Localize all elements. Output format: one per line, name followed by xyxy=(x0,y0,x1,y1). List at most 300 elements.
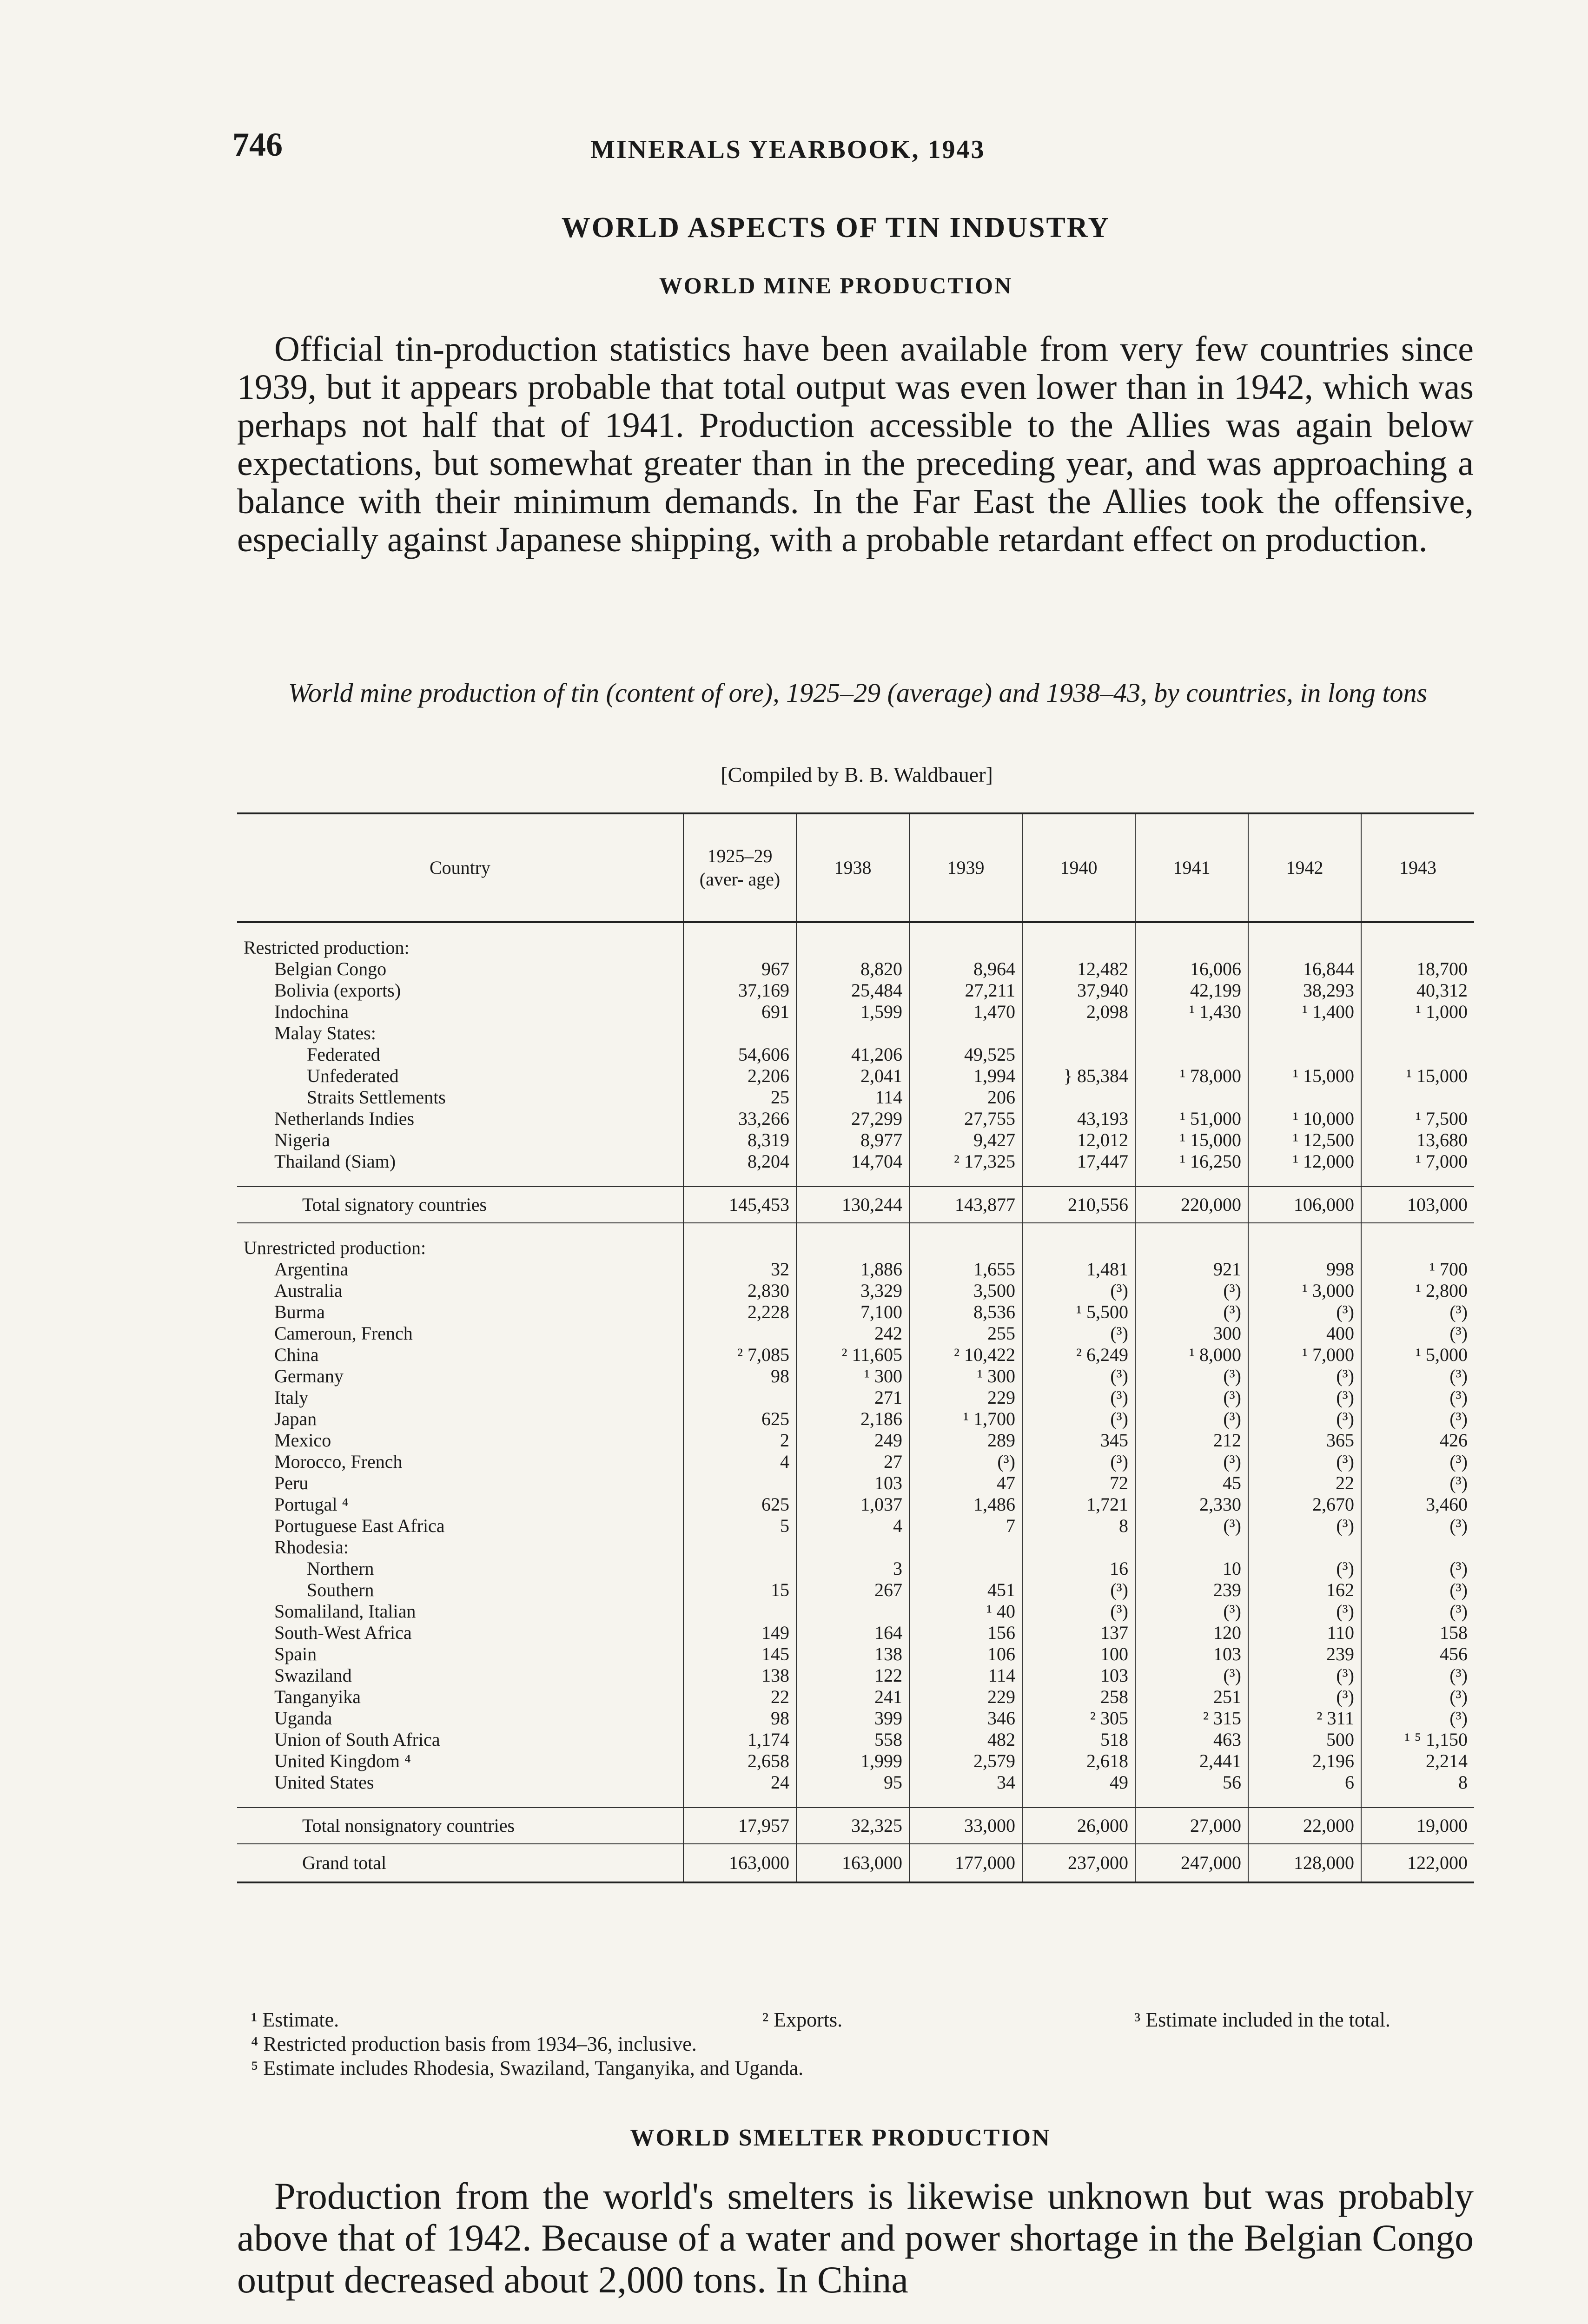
col-header-1940: 1940 xyxy=(1022,813,1135,922)
country-cell: Italy xyxy=(274,1387,309,1408)
table-row xyxy=(237,1644,1474,1665)
value-cell: 239 xyxy=(1248,1644,1361,1665)
value-cell: 103 xyxy=(796,1472,909,1494)
value-cell: 130,244 xyxy=(796,1187,909,1223)
value-cell xyxy=(683,1601,796,1622)
value-cell: (³) xyxy=(1248,1558,1361,1579)
section2-paragraph: Production from the world's smelters is likewise unknown but was probably above that of 1942. Because of a water and power shortage in the Belgian Congo output decreased about 2,000 tons. In China xyxy=(237,2175,1474,2301)
value-cell: ¹ 16,250 xyxy=(1135,1151,1248,1172)
value-cell: (³) xyxy=(1022,1408,1135,1430)
value-cell: (³) xyxy=(1022,1579,1135,1601)
footnotes xyxy=(251,2008,1460,2080)
country-cell: Germany xyxy=(274,1366,344,1386)
table-row xyxy=(237,1323,1474,1344)
country-cell: United States xyxy=(274,1772,374,1793)
value-cell: 229 xyxy=(909,1686,1022,1708)
country-cell: Australia xyxy=(274,1280,343,1301)
country-cell: Peru xyxy=(274,1472,309,1493)
value-cell: 289 xyxy=(909,1430,1022,1451)
value-cell: 1,886 xyxy=(796,1259,909,1280)
table-row xyxy=(237,1044,1474,1065)
value-cell xyxy=(683,1237,796,1259)
value-cell: 1,174 xyxy=(683,1729,796,1750)
footnote-3: ³ Estimate included in the total. xyxy=(1134,2008,1390,2031)
value-cell: 625 xyxy=(683,1494,796,1515)
value-cell: 100 xyxy=(1022,1644,1135,1665)
country-cell: Restricted production: xyxy=(244,937,410,958)
value-cell: (³) xyxy=(1248,1387,1361,1408)
value-cell: ¹ 15,000 xyxy=(1135,1129,1248,1151)
value-cell: 25 xyxy=(683,1087,796,1108)
value-cell xyxy=(1361,1044,1474,1065)
value-cell: 98 xyxy=(683,1708,796,1729)
country-cell: Grand total xyxy=(237,1844,683,1882)
col-header-country: Country xyxy=(237,813,683,922)
value-cell: 145 xyxy=(683,1644,796,1665)
country-cell: Southern xyxy=(307,1579,374,1600)
value-cell: ¹ 78,000 xyxy=(1135,1065,1248,1087)
value-cell: 95 xyxy=(796,1772,909,1793)
value-cell xyxy=(796,1237,909,1259)
value-cell: 271 xyxy=(796,1387,909,1408)
table-row xyxy=(237,1280,1474,1301)
value-cell: (³) xyxy=(1022,1280,1135,1301)
country-cell: China xyxy=(274,1344,319,1365)
value-cell: 177,000 xyxy=(909,1844,1022,1882)
value-cell: 98 xyxy=(683,1366,796,1387)
table-row xyxy=(237,980,1474,1001)
value-cell: 1,721 xyxy=(1022,1494,1135,1515)
value-cell: ² 7,085 xyxy=(683,1344,796,1366)
value-cell: ² 11,605 xyxy=(796,1344,909,1366)
value-cell: 2,196 xyxy=(1248,1750,1361,1772)
value-cell: 8,977 xyxy=(796,1129,909,1151)
group-header-row xyxy=(237,937,1474,958)
country-cell: Federated xyxy=(307,1044,380,1065)
value-cell: 998 xyxy=(1248,1259,1361,1280)
value-cell: 43,193 xyxy=(1022,1108,1135,1129)
value-cell: 399 xyxy=(796,1708,909,1729)
table-row xyxy=(237,1665,1474,1686)
value-cell xyxy=(1135,1087,1248,1108)
value-cell: 251 xyxy=(1135,1686,1248,1708)
value-cell: ¹ 7,000 xyxy=(1248,1344,1361,1366)
table-row xyxy=(237,1408,1474,1430)
value-cell: 463 xyxy=(1135,1729,1248,1750)
value-cell: ² 10,422 xyxy=(909,1344,1022,1366)
value-cell: 37,169 xyxy=(683,980,796,1001)
country-cell: Nigeria xyxy=(274,1129,330,1150)
value-cell: 1,655 xyxy=(909,1259,1022,1280)
col-header-1942: 1942 xyxy=(1248,813,1361,922)
value-cell: 220,000 xyxy=(1135,1187,1248,1223)
country-cell: Swaziland xyxy=(274,1665,352,1686)
value-cell: ¹ 12,500 xyxy=(1248,1129,1361,1151)
value-cell: 110 xyxy=(1248,1622,1361,1644)
value-cell: (³) xyxy=(1361,1366,1474,1387)
value-cell: 164 xyxy=(796,1622,909,1644)
value-cell: ¹ 1,430 xyxy=(1135,1001,1248,1023)
value-cell: 3,329 xyxy=(796,1280,909,1301)
value-cell: 558 xyxy=(796,1729,909,1750)
country-cell: Unrestricted production: xyxy=(244,1237,426,1258)
value-cell: 149 xyxy=(683,1622,796,1644)
value-cell: 72 xyxy=(1022,1472,1135,1494)
value-cell: 2,206 xyxy=(683,1065,796,1087)
value-cell: 5 xyxy=(683,1515,796,1537)
value-cell: (³) xyxy=(1361,1387,1474,1408)
table-row xyxy=(237,1108,1474,1129)
value-cell xyxy=(1361,1237,1474,1259)
value-cell xyxy=(796,1537,909,1558)
value-cell: ¹ 2,800 xyxy=(1361,1280,1474,1301)
value-cell: 8,536 xyxy=(909,1301,1022,1323)
value-cell: (³) xyxy=(1248,1665,1361,1686)
value-cell xyxy=(1361,1023,1474,1044)
value-cell: 47 xyxy=(909,1472,1022,1494)
value-cell: 128,000 xyxy=(1248,1844,1361,1882)
value-cell: 2,041 xyxy=(796,1065,909,1087)
value-cell: 49,525 xyxy=(909,1044,1022,1065)
section-title: WORLD ASPECTS OF TIN INDUSTRY xyxy=(561,212,1111,244)
value-cell: 114 xyxy=(909,1665,1022,1686)
value-cell xyxy=(909,1537,1022,1558)
value-cell xyxy=(1135,1537,1248,1558)
group-header-row xyxy=(237,1237,1474,1259)
value-cell: 10 xyxy=(1135,1558,1248,1579)
value-cell: 37,940 xyxy=(1022,980,1135,1001)
section-subtitle: WORLD MINE PRODUCTION xyxy=(659,272,1013,298)
value-cell: 158 xyxy=(1361,1622,1474,1644)
value-cell: 229 xyxy=(909,1387,1022,1408)
value-cell: (³) xyxy=(1022,1366,1135,1387)
value-cell: 1,470 xyxy=(909,1001,1022,1023)
value-cell xyxy=(1248,1044,1361,1065)
total-row xyxy=(237,1808,1474,1844)
spacer-row xyxy=(237,1172,1474,1187)
value-cell: (³) xyxy=(1361,1558,1474,1579)
value-cell: ¹ 15,000 xyxy=(1361,1065,1474,1087)
value-cell: 2,830 xyxy=(683,1280,796,1301)
value-cell: (³) xyxy=(1361,1686,1474,1708)
value-cell: ¹ 7,000 xyxy=(1361,1151,1474,1172)
value-cell: 2,186 xyxy=(796,1408,909,1430)
value-cell: 26,000 xyxy=(1022,1808,1135,1844)
value-cell: 3 xyxy=(796,1558,909,1579)
value-cell: 33,266 xyxy=(683,1108,796,1129)
table-row xyxy=(237,958,1474,980)
value-cell: ¹ 5,500 xyxy=(1022,1301,1135,1323)
table-row xyxy=(237,1558,1474,1579)
value-cell xyxy=(909,1237,1022,1259)
value-cell: 15 xyxy=(683,1579,796,1601)
value-cell: (³) xyxy=(1022,1451,1135,1472)
value-cell xyxy=(909,1558,1022,1579)
value-cell: 16,006 xyxy=(1135,958,1248,980)
country-cell: Tanganyika xyxy=(274,1686,361,1707)
value-cell: 56 xyxy=(1135,1772,1248,1793)
value-cell: 249 xyxy=(796,1430,909,1451)
value-cell: 3,460 xyxy=(1361,1494,1474,1515)
value-cell: 103,000 xyxy=(1361,1187,1474,1223)
value-cell xyxy=(683,1023,796,1044)
value-cell: 346 xyxy=(909,1708,1022,1729)
running-head: MINERALS YEARBOOK, 1943 xyxy=(590,135,986,164)
country-cell: Burma xyxy=(274,1301,325,1322)
value-cell: 482 xyxy=(909,1729,1022,1750)
value-cell: 45 xyxy=(1135,1472,1248,1494)
value-cell: (³) xyxy=(1135,1601,1248,1622)
value-cell: 210,556 xyxy=(1022,1187,1135,1223)
value-cell: ¹ 300 xyxy=(796,1366,909,1387)
value-cell: 1,037 xyxy=(796,1494,909,1515)
value-cell xyxy=(1248,937,1361,958)
value-cell: 24 xyxy=(683,1772,796,1793)
value-cell: ² 311 xyxy=(1248,1708,1361,1729)
value-cell: 163,000 xyxy=(683,1844,796,1882)
value-cell: 163,000 xyxy=(796,1844,909,1882)
value-cell: 106 xyxy=(909,1644,1022,1665)
table-row xyxy=(237,1344,1474,1366)
value-cell xyxy=(1022,1023,1135,1044)
value-cell: 242 xyxy=(796,1323,909,1344)
value-cell xyxy=(1022,1087,1135,1108)
value-cell xyxy=(796,1023,909,1044)
value-cell: 122,000 xyxy=(1361,1844,1474,1882)
value-cell: 625 xyxy=(683,1408,796,1430)
spacer-row xyxy=(237,922,1474,937)
value-cell: (³) xyxy=(1361,1408,1474,1430)
value-cell: 212 xyxy=(1135,1430,1248,1451)
value-cell: (³) xyxy=(1135,1387,1248,1408)
value-cell: ¹ 51,000 xyxy=(1135,1108,1248,1129)
country-cell: Portuguese East Africa xyxy=(274,1515,445,1536)
value-cell: 42,199 xyxy=(1135,980,1248,1001)
value-cell: 258 xyxy=(1022,1686,1135,1708)
value-cell: 41,206 xyxy=(796,1044,909,1065)
value-cell: 206 xyxy=(909,1087,1022,1108)
col-header-1943: 1943 xyxy=(1361,813,1474,922)
value-cell: 106,000 xyxy=(1248,1187,1361,1223)
value-cell: 239 xyxy=(1135,1579,1248,1601)
value-cell: 6 xyxy=(1248,1772,1361,1793)
value-cell xyxy=(909,937,1022,958)
value-cell: 2,228 xyxy=(683,1301,796,1323)
value-cell: 1,481 xyxy=(1022,1259,1135,1280)
country-cell: United Kingdom ⁴ xyxy=(274,1750,411,1771)
value-cell xyxy=(1022,937,1135,958)
value-cell: (³) xyxy=(1135,1301,1248,1323)
table-row xyxy=(237,1537,1474,1558)
table-row xyxy=(237,1087,1474,1108)
table-row xyxy=(237,1065,1474,1087)
value-cell: 156 xyxy=(909,1622,1022,1644)
value-cell: (³) xyxy=(1248,1301,1361,1323)
value-cell: 13,680 xyxy=(1361,1129,1474,1151)
value-cell: 247,000 xyxy=(1135,1844,1248,1882)
table-row xyxy=(237,1301,1474,1323)
country-cell: Straits Settlements xyxy=(307,1087,446,1108)
value-cell: (³) xyxy=(1248,1515,1361,1537)
table-row xyxy=(237,1708,1474,1729)
country-cell: Malay States: xyxy=(274,1023,376,1043)
value-cell: ¹ 700 xyxy=(1361,1259,1474,1280)
value-cell xyxy=(1361,937,1474,958)
value-cell: 162 xyxy=(1248,1579,1361,1601)
value-cell: (³) xyxy=(1248,1366,1361,1387)
tin-production-table xyxy=(237,812,1474,1883)
value-cell: (³) xyxy=(1361,1323,1474,1344)
value-cell: 120 xyxy=(1135,1622,1248,1644)
table-row xyxy=(237,1601,1474,1622)
value-cell xyxy=(683,1472,796,1494)
value-cell xyxy=(1248,1023,1361,1044)
value-cell: ¹ 40 xyxy=(909,1601,1022,1622)
value-cell xyxy=(1135,1237,1248,1259)
value-cell: 691 xyxy=(683,1001,796,1023)
value-cell: 32 xyxy=(683,1259,796,1280)
value-cell xyxy=(1361,1087,1474,1108)
table-row xyxy=(237,1387,1474,1408)
value-cell: 241 xyxy=(796,1686,909,1708)
value-cell: ¹ 5,000 xyxy=(1361,1344,1474,1366)
footnote-1: ¹ Estimate. xyxy=(251,2008,339,2031)
value-cell: 38,293 xyxy=(1248,980,1361,1001)
value-cell: (³) xyxy=(1248,1686,1361,1708)
value-cell: 2,579 xyxy=(909,1750,1022,1772)
value-cell: (³) xyxy=(1135,1408,1248,1430)
value-cell xyxy=(1022,1044,1135,1065)
country-cell: Portugal ⁴ xyxy=(274,1494,349,1515)
intro-paragraph: Official tin-production statistics have been available from very few countries since 1939, but it appears probable that total output was even lower than in 1942, which was perhaps not half that of 1941. Production accessible to the Allies was again below expectations, but somewhat greater than in the preceding year, and was approaching a balance with their minimum demands. In the Far East the Allies took the offensive, especially against Japanese shipping, with a probable retardant effect on production. xyxy=(237,330,1474,559)
value-cell: 365 xyxy=(1248,1430,1361,1451)
value-cell: 426 xyxy=(1361,1430,1474,1451)
table-row xyxy=(237,1750,1474,1772)
value-cell: ¹ 10,000 xyxy=(1248,1108,1361,1129)
value-cell: 40,312 xyxy=(1361,980,1474,1001)
country-cell: Belgian Congo xyxy=(274,958,387,979)
country-cell: Netherlands Indies xyxy=(274,1108,415,1129)
value-cell: ¹ 1,000 xyxy=(1361,1001,1474,1023)
value-cell: 12,012 xyxy=(1022,1129,1135,1151)
country-cell: Japan xyxy=(274,1408,317,1429)
value-cell xyxy=(1248,1237,1361,1259)
value-cell: (³) xyxy=(1361,1579,1474,1601)
value-cell: 103 xyxy=(1022,1665,1135,1686)
value-cell: (³) xyxy=(1022,1387,1135,1408)
value-cell: 19,000 xyxy=(1361,1808,1474,1844)
value-cell xyxy=(1248,1087,1361,1108)
value-cell: 18,700 xyxy=(1361,958,1474,980)
table-row xyxy=(237,1515,1474,1537)
country-cell: Spain xyxy=(274,1644,317,1664)
country-cell: Rhodesia: xyxy=(274,1537,349,1558)
value-cell: 27 xyxy=(796,1451,909,1472)
value-cell xyxy=(1022,1237,1135,1259)
value-cell: 1,599 xyxy=(796,1001,909,1023)
value-cell: 16,844 xyxy=(1248,958,1361,980)
section2-title: WORLD SMELTER PRODUCTION xyxy=(630,2125,1051,2151)
value-cell: 2 xyxy=(683,1430,796,1451)
value-cell xyxy=(683,1387,796,1408)
value-cell xyxy=(683,1323,796,1344)
country-cell: Indochina xyxy=(274,1001,349,1022)
value-cell xyxy=(683,1558,796,1579)
col-header-1939: 1939 xyxy=(909,813,1022,922)
footnote-4: ⁴ Restricted production basis from 1934–36, inclusive. xyxy=(251,2033,697,2055)
spacer-row xyxy=(237,1793,1474,1808)
value-cell: 4 xyxy=(796,1515,909,1537)
value-cell: (³) xyxy=(1361,1665,1474,1686)
value-cell xyxy=(1135,1023,1248,1044)
value-cell: ² 315 xyxy=(1135,1708,1248,1729)
value-cell: 451 xyxy=(909,1579,1022,1601)
value-cell xyxy=(796,937,909,958)
value-cell: 1,994 xyxy=(909,1065,1022,1087)
value-cell: (³) xyxy=(1022,1601,1135,1622)
value-cell: 114 xyxy=(796,1087,909,1108)
value-cell: 9,427 xyxy=(909,1129,1022,1151)
country-cell: South-West Africa xyxy=(274,1622,412,1643)
footnote-2: ² Exports. xyxy=(762,2008,843,2031)
value-cell: ¹ 300 xyxy=(909,1366,1022,1387)
value-cell: (³) xyxy=(1135,1280,1248,1301)
value-cell: 143,877 xyxy=(909,1187,1022,1223)
table-header-row xyxy=(237,813,1474,922)
value-cell: 22 xyxy=(683,1686,796,1708)
value-cell: 2,618 xyxy=(1022,1750,1135,1772)
value-cell: 1,999 xyxy=(796,1750,909,1772)
table-row xyxy=(237,1472,1474,1494)
value-cell: 3,500 xyxy=(909,1280,1022,1301)
spacer-row xyxy=(237,1223,1474,1237)
value-cell: (³) xyxy=(1361,1472,1474,1494)
country-cell: Thailand (Siam) xyxy=(274,1151,396,1172)
value-cell xyxy=(1135,1044,1248,1065)
country-cell: Uganda xyxy=(274,1708,332,1729)
value-cell: 2,441 xyxy=(1135,1750,1248,1772)
value-cell: ¹ 15,000 xyxy=(1248,1065,1361,1087)
value-cell: 16 xyxy=(1022,1558,1135,1579)
table-row xyxy=(237,1579,1474,1601)
country-cell: Mexico xyxy=(274,1430,331,1451)
value-cell: (³) xyxy=(1361,1451,1474,1472)
value-cell: 22,000 xyxy=(1248,1808,1361,1844)
value-cell: (³) xyxy=(1135,1665,1248,1686)
country-cell: Argentina xyxy=(274,1259,349,1280)
value-cell xyxy=(683,937,796,958)
value-cell: (³) xyxy=(1248,1408,1361,1430)
table-row xyxy=(237,1129,1474,1151)
value-cell: 138 xyxy=(796,1644,909,1665)
value-cell: 400 xyxy=(1248,1323,1361,1344)
value-cell: 2,214 xyxy=(1361,1750,1474,1772)
value-cell: 14,704 xyxy=(796,1151,909,1172)
table-row xyxy=(237,1772,1474,1793)
value-cell: 8,820 xyxy=(796,958,909,980)
value-cell: 967 xyxy=(683,958,796,980)
value-cell: 32,325 xyxy=(796,1808,909,1844)
value-cell: ¹ 3,000 xyxy=(1248,1280,1361,1301)
value-cell: 7,100 xyxy=(796,1301,909,1323)
grand-total-row xyxy=(237,1844,1474,1882)
table-body xyxy=(237,922,1474,1882)
value-cell: 267 xyxy=(796,1579,909,1601)
value-cell: 255 xyxy=(909,1323,1022,1344)
value-cell: (³) xyxy=(1135,1515,1248,1537)
value-cell: 27,755 xyxy=(909,1108,1022,1129)
value-cell: ² 6,249 xyxy=(1022,1344,1135,1366)
